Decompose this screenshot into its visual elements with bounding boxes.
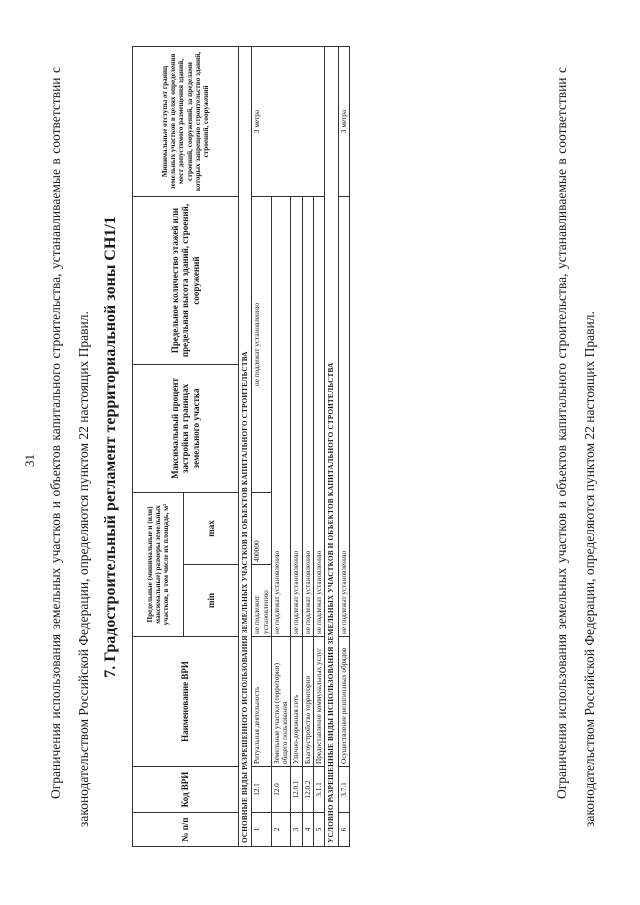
cell-size: не подлежат установлению xyxy=(338,196,349,636)
col-num: № п/п xyxy=(133,813,239,847)
cell-num: 3 xyxy=(291,813,302,847)
cell-max: 400000 xyxy=(252,492,272,564)
cell-size: не подлежат установлению xyxy=(313,196,324,636)
regulation-table xyxy=(132,46,350,847)
section-cond: УСЛОВНО РАЗРЕШЕННЫЕ ВИДЫ ИСПОЛЬЗОВАНИЯ ЗЕМЕЛЬНЫХ УЧАСТКОВ И ОБЪЕКТОВ КАПИТАЛЬНОГО СТРОИТЕЛЬСТВА xyxy=(325,46,338,846)
page-number: 31 xyxy=(22,454,37,467)
cell-num: 1 xyxy=(252,813,272,847)
cell-num: 2 xyxy=(271,813,291,847)
cell-name: Благоустройство территории xyxy=(302,637,313,767)
header-row xyxy=(133,46,184,846)
cell-name: Осуществление религиозных обрядов xyxy=(338,637,349,767)
cell-size: не подлежат установлению xyxy=(302,196,313,636)
col-code: Код ВРИ xyxy=(133,767,239,813)
cell-size: не подлежат установлению xyxy=(271,196,291,636)
col-size: Предельные (минимальные и (или) максимальные) размеры земельных участков, в том числе их площадь, м² xyxy=(133,492,184,636)
section-row xyxy=(239,46,252,846)
cell-name: Ритуальная деятельность xyxy=(252,637,272,767)
cell-name: Предоставление коммунальных услуг xyxy=(313,637,324,767)
cell-name: Земельные участки (территории) общего пользования xyxy=(271,637,291,767)
cell-setback: 3 метра xyxy=(338,46,349,196)
section-row xyxy=(325,46,338,846)
cell-code: 3.1.1 xyxy=(313,767,324,813)
cell-num: 6 xyxy=(338,813,349,847)
col-setback: Минимальные отступы от границ земельных участков в целях определения мест допустимого размещения зданий, строений, сооружений, за пределами которых запрещено строительство зданий, строений, сооружений xyxy=(133,46,239,196)
cell-rest: не подлежат установлению xyxy=(252,196,272,492)
cell-setback: 3 метра xyxy=(252,46,325,196)
col-max: max xyxy=(184,492,239,564)
paragraph-top: Ограничения использования земельных участков и объектов капитального строительства, устанавливаемые в соответствии с законодательством Российской Федерации, определяются пунктом 22 настоящих Правил. xyxy=(48,67,91,827)
cell-code: 12.0 xyxy=(271,767,291,813)
col-floors: Предельное количество этажей или предельная высота зданий, строений, сооружений xyxy=(133,196,239,364)
table-row xyxy=(338,46,349,846)
cell-code: 3.7.1 xyxy=(338,767,349,813)
cell-num: 5 xyxy=(313,813,324,847)
paragraph-bottom: Ограничения использования земельных участков и объектов капитального строительства, устанавливаемые в соответствии с законодательством Российской Федерации, определяются пунктом 22 настоящих Правил. xyxy=(554,67,597,827)
cell-min: не подлежит установлению xyxy=(252,565,272,637)
col-min: min xyxy=(184,565,239,637)
cell-size: не подлежат установлению xyxy=(291,196,302,636)
col-percent: Максимальный процент застройки в границах земельного участка xyxy=(133,364,239,492)
section-heading: 7. Градостроительный регламент территориальной зоны СН1/1 xyxy=(102,216,119,678)
table-row xyxy=(252,46,272,846)
col-name: Наименование ВРИ xyxy=(133,637,239,767)
cell-name: Улично-дорожная сеть xyxy=(291,637,302,767)
cell-code: 12.0.2 xyxy=(302,767,313,813)
section-main: ОСНОВНЫЕ ВИДЫ РАЗРЕШЕННОГО ИСПОЛЬЗОВАНИЯ ЗЕМЕЛЬНЫХ УЧАСТКОВ И ОБЪЕКТОВ КАПИТАЛЬНОГО СТРОИТЕЛЬСТВА xyxy=(239,46,252,846)
cell-code: 12.0.1 xyxy=(291,767,302,813)
cell-code: 12.1 xyxy=(252,767,272,813)
cell-num: 4 xyxy=(302,813,313,847)
